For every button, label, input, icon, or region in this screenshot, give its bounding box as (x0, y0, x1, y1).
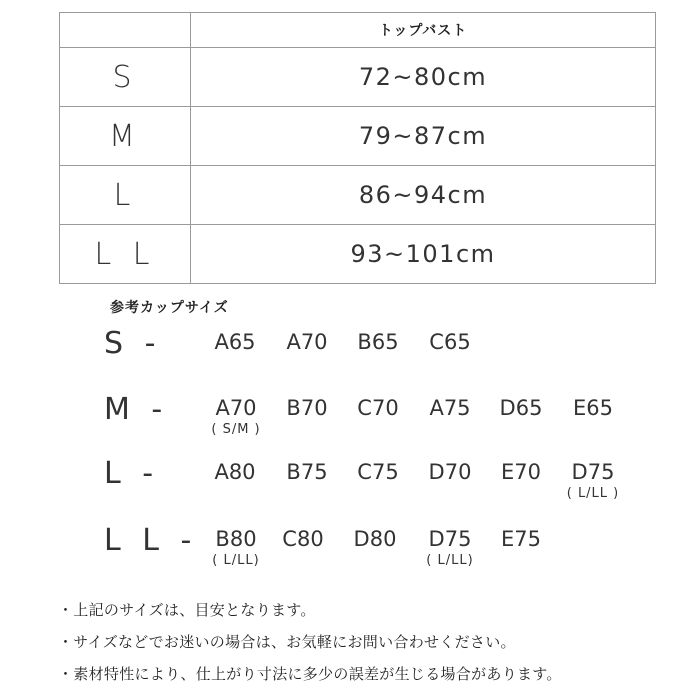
cup-item (491, 527, 551, 551)
cup-code: C75 (357, 460, 399, 484)
cup-code: D65 (499, 396, 543, 420)
note-line: ・サイズなどでお迷いの場合は、お気軽にお問い合わせください。 (58, 633, 516, 651)
bust-cell (191, 225, 656, 284)
cup-item (563, 396, 623, 420)
cup-item (420, 330, 480, 354)
cup-code: D70 (428, 460, 472, 484)
cup-code: A70 (215, 396, 257, 420)
bust-value: 93~101cm (350, 240, 496, 268)
cup-code: C70 (357, 396, 399, 420)
bust-cell (191, 107, 656, 166)
cup-size-title: 参考カップサイズ (110, 300, 229, 316)
header-top-bust: トップバスト (191, 13, 656, 48)
cup-item (420, 396, 480, 420)
cup-code: A75 (429, 396, 471, 420)
cup-code: D80 (353, 527, 397, 551)
cup-code: A70 (286, 330, 328, 354)
cup-item (205, 330, 265, 354)
cup-item (491, 460, 551, 484)
note-line: ・上記のサイズは、目安となります。 (58, 601, 316, 619)
cup-item (410, 527, 490, 568)
bust-value: 79~87cm (358, 122, 488, 150)
cup-code: C65 (429, 330, 471, 354)
table-row (60, 225, 656, 284)
cup-note: ( L/LL ) (566, 486, 620, 501)
cup-item (205, 460, 265, 484)
cup-code: C80 (282, 527, 324, 551)
cup-code: A65 (214, 330, 256, 354)
cup-code: E65 (573, 396, 613, 420)
size-cell (60, 166, 191, 225)
cup-item (345, 527, 405, 551)
cup-code: B80 (215, 527, 257, 551)
cup-code: D75 (428, 527, 472, 551)
cup-row-size-label: L - (104, 456, 160, 491)
notes (58, 598, 698, 694)
bust-cell (191, 48, 656, 107)
cup-item (273, 527, 333, 551)
bust-value: 86~94cm (358, 181, 488, 209)
size-label: M (109, 118, 141, 154)
cup-item (196, 527, 276, 568)
cup-item (277, 396, 337, 420)
note-line: ・素材特性により、仕上がり寸法に多少の誤差が生じる場合があります。 (58, 665, 562, 683)
bust-value: 72~80cm (358, 63, 488, 91)
table-row (60, 166, 656, 225)
cup-row-size-label: L L - (104, 523, 198, 558)
cup-note: ( L/LL) (212, 553, 260, 568)
cup-code: D75 (571, 460, 615, 484)
table-row (60, 48, 656, 107)
cup-code: B65 (357, 330, 399, 354)
size-label: L (113, 177, 137, 213)
cup-item (420, 460, 480, 484)
cup-row-size-label: S - (104, 326, 162, 361)
size-cell (60, 48, 191, 107)
cup-item (553, 460, 633, 501)
cup-code: A80 (214, 460, 256, 484)
size-label: L L (94, 236, 156, 272)
cup-code: E75 (501, 527, 541, 551)
cup-code: B70 (286, 396, 328, 420)
cup-item (348, 330, 408, 354)
size-cell (60, 107, 191, 166)
size-cell (60, 225, 191, 284)
cup-item (196, 396, 276, 437)
header-size-cell (60, 13, 191, 48)
size-table (59, 12, 656, 284)
size-table-header (60, 13, 656, 48)
cup-item (348, 396, 408, 420)
cup-row-size-label: M - (104, 392, 169, 427)
cup-item (277, 330, 337, 354)
cup-item (277, 460, 337, 484)
cup-item (348, 460, 408, 484)
size-label: S (112, 59, 138, 95)
cup-code: E70 (501, 460, 541, 484)
cup-note: ( S/M ) (211, 422, 261, 437)
cup-code: B75 (286, 460, 328, 484)
table-row (60, 107, 656, 166)
cup-note: ( L/LL) (426, 553, 474, 568)
bust-cell (191, 166, 656, 225)
cup-item (491, 396, 551, 420)
